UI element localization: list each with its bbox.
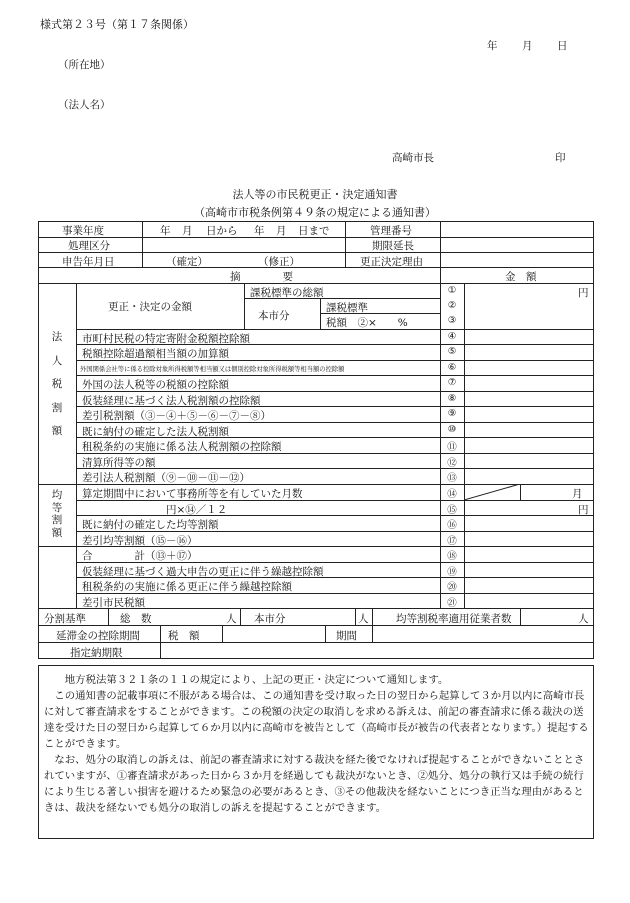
category-label: 処理区分 (68, 240, 110, 252)
tax-amount-label: 税額 ②× % (326, 317, 408, 329)
amount-header: 金 額 (505, 271, 537, 283)
amended-label: （修正） (258, 256, 300, 268)
late-fee-period-label: 延滞金の控除期間 (56, 630, 140, 642)
person-unit-2: 人 (358, 613, 369, 625)
corp-tax-side-label: 法 人 税 割 額 (51, 331, 63, 437)
seal-mark: 印 (555, 152, 566, 164)
num-11: ⑪ (447, 442, 457, 453)
row-5: 税額控除超過額相当額の加算額 (82, 348, 229, 360)
management-number-label: 管理番号 (370, 225, 412, 237)
row-12: 清算所得等の額 (82, 457, 156, 469)
row-21: 差引市民税額 (82, 597, 145, 609)
period-from: 日から (206, 225, 238, 237)
num-17: ⑰ (447, 536, 457, 547)
row-9: 差引税割額（③－④＋⑤－⑥－⑦－⑧） (82, 410, 271, 422)
period-year2: 年 (254, 225, 265, 237)
num-14: ⑭ (447, 489, 457, 500)
date-day: 日 (557, 40, 568, 52)
num-20: ⑳ (447, 582, 457, 593)
date-month: 月 (522, 40, 533, 52)
notice-paragraph-3: なお、処分の取消しの訴えは、前記の審査請求に対する裁決を経た後でなければ提起することができないこととされていますが、①審査請求があった日から３か月を経過しても裁決がないとき、②処分、処分の執行又は手続の続行により生じる著しい損害を避けるため緊急の必要があるとき、③その他裁決を経ないことにつき正当な理由があるときは、裁決を経ないでも処分の取消しの訴えを提起することができます。 (44, 754, 585, 814)
late-tax-amount-label: 税 額 (168, 630, 200, 642)
num-12: ⑫ (447, 458, 457, 469)
yen-unit-15: 円 (578, 504, 589, 516)
notice-text (44, 672, 589, 816)
summary-header: 摘 要 (230, 271, 293, 283)
fiscal-year-label: 事業年度 (62, 225, 104, 237)
division-basis-label: 分割基準 (44, 613, 86, 625)
tax-base-label: 課税標準 (326, 302, 368, 314)
row-17: 差引均等割額（⑮－⑯） (82, 535, 198, 547)
num-15: ⑮ (447, 505, 457, 516)
payment-deadline-label: 指定納期限 (70, 647, 123, 659)
row-8: 仮装経理に基づく法人税割額の控除額 (82, 395, 261, 407)
row-20: 租税条約の実施に係る更正に伴う繰越控除額 (82, 581, 292, 593)
row-11: 租税条約の実施に係る法人税割額の控除額 (82, 441, 282, 453)
num-16: ⑯ (447, 520, 457, 531)
num-9: ⑨ (447, 408, 457, 419)
row-13: 差引法人税割額（⑨－⑩－⑪－⑫） (82, 472, 250, 484)
form-number: 様式第２３号（第１７条関係） (40, 18, 194, 31)
row-19: 仮装経理に基づく過大申告の更正に伴う繰越控除額 (82, 566, 324, 578)
num-18: ⑱ (447, 551, 457, 562)
row-14: 算定期間中において事務所等を有していた月数 (82, 488, 303, 500)
assessment-amount-label: 更正・決定の金額 (108, 301, 192, 313)
row-15: 円×⑭／１２ (166, 504, 228, 516)
date-year: 年 (487, 40, 498, 52)
num-2: ② (447, 300, 457, 311)
num-4: ④ (447, 331, 457, 342)
period-year1: 年 (160, 225, 171, 237)
notice-paragraph-1: 地方税法第３２１条の１１の規定により、上記の更正・決定について通知します。 (64, 674, 449, 686)
num-3: ③ (447, 315, 457, 326)
late-period-label: 期間 (336, 630, 357, 642)
period-month1: 月 (182, 225, 193, 237)
num-10: ⑩ (447, 424, 457, 435)
num-7: ⑦ (447, 377, 457, 388)
num-19: ⑲ (447, 567, 457, 578)
row-4: 市町村民税の特定寄附金税額控除額 (82, 333, 250, 345)
equal-rate-employee-label: 均等割税率適用従業者数 (396, 613, 512, 625)
month-diagonal (464, 484, 520, 500)
notice-paragraph-2: この通知書の記載事項に不服がある場合は、この通知書を受け取った日の翌日から起算して３か月以内に高崎市長に対して審査請求をすることができます。この税額の決定の取消しを求める訴えは、前記の審査請求に係る裁決の送達を受けた日の翌日から起算して６か月以内に高崎市を被告として（高崎市長が被告の代表者となります。）提起することができます。 (44, 690, 589, 750)
row-10: 既に納付の確定した法人税割額 (82, 426, 229, 438)
num-21: ㉑ (447, 598, 457, 609)
corp-name-label: （法人名） (58, 99, 111, 111)
num-5: ⑤ (447, 346, 457, 357)
total-tax-base-label: 課税標準の総額 (250, 287, 324, 299)
city-share-label: 本市分 (258, 310, 290, 322)
document-title: 法人等の市民税更正・決定通知書 (232, 188, 398, 201)
person-unit-3: 人 (578, 613, 589, 625)
document-subtitle: （高崎市市税条例第４９条の規定による通知書） (194, 206, 436, 219)
period-month2: 月 (276, 225, 287, 237)
row-18: 合 計（⑬＋⑰） (82, 550, 198, 562)
num-13: ⑬ (447, 473, 457, 484)
equal-tax-side-label: 均 等 割 額 (51, 489, 63, 539)
row-14-month: 月 (572, 488, 583, 500)
person-unit-1: 人 (226, 613, 237, 625)
filing-date-label: 申告年月日 (62, 256, 115, 268)
num-1: ① (447, 285, 457, 296)
period-to: 日まで (298, 225, 330, 237)
row-6: 外国関係会社等に係る控除対象所得税額等相当額又は個別控除対象所得税額等相当額の控除額 (80, 366, 345, 373)
address-label: （所在地） (58, 59, 111, 71)
yen-unit-1: 円 (578, 287, 589, 299)
mayor-label: 高崎市長 (392, 152, 434, 164)
reason-label: 更正決定理由 (360, 256, 423, 268)
num-8: ⑧ (447, 393, 457, 404)
confirmed-label: （確定） (166, 256, 208, 268)
num-6: ⑥ (447, 362, 457, 373)
row-16: 既に納付の確定した均等割額 (82, 519, 219, 531)
city-share-bottom-label: 本市分 (254, 613, 286, 625)
extension-label: 期限延長 (372, 240, 414, 252)
total-count-label: 総 数 (120, 613, 152, 625)
row-7: 外国の法人税等の税額の控除額 (82, 379, 229, 391)
